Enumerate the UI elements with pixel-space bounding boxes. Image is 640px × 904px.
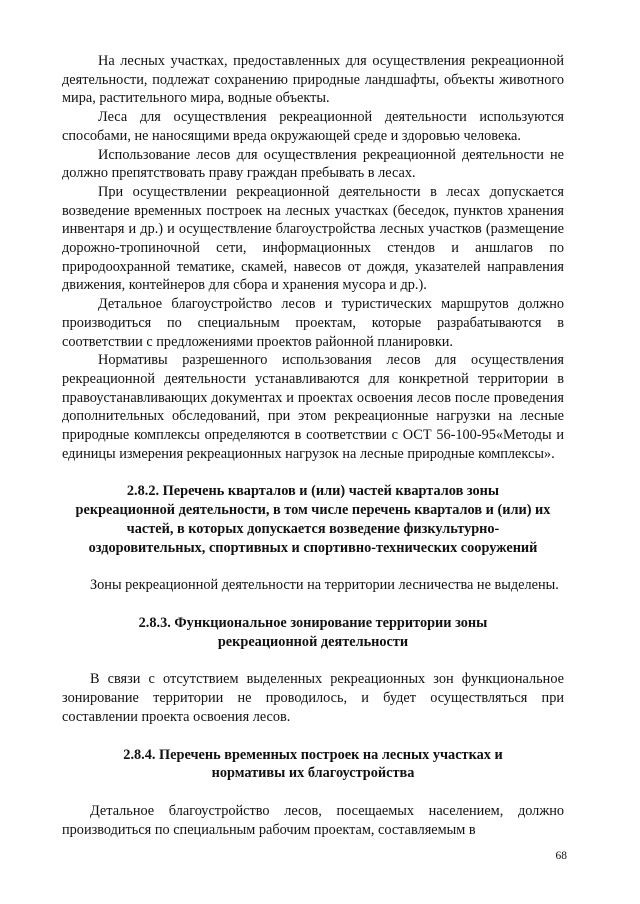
page-content: [62, 52, 564, 839]
paragraph-usage-norms: Нормативы разрешенного использования лесов для осуществления рекреационной деятельности устанавливаются для конкретной территории в правоустанавливающих документах и проектах освоения лесов после проведения дополнительных обследований, при этом рекреационные нагрузки на лесные природные комплексы определяются в соответствии с ОСТ 56-100-95«Методы и единицы измерения рекреационных нагрузок на лесные природные комплексы».: [62, 352, 564, 462]
section-2-8-4-text: Детальное благоустройство лесов, посещаемых населением, должно производиться по специальным рабочим проектам, составляемым в: [62, 802, 564, 838]
section-heading-2-8-3-line1: 2.8.3. Функциональное зонирование территории зоны: [138, 614, 488, 631]
section-heading-2-8-2-line2: рекреационной деятельности, в том числе перечень кварталов и (или) их: [75, 502, 551, 519]
section-heading-2-8-2-line1: 2.8.2. Перечень кварталов и (или) частей кварталов зоны: [126, 483, 500, 500]
paragraph-detailed-improvement: Детальное благоустройство лесов и туристических маршрутов должно производиться по специальным проектам, которые разрабатываются в соответствии с предложениями проектов районной планировки.: [62, 296, 564, 350]
section-heading-2-8-4-line1: 2.8.4. Перечень временных построек на лесных участках и: [123, 746, 503, 763]
section-heading-2-8-3-line2: рекреационной деятельности: [217, 633, 409, 650]
section-heading-2-8-4-line2: нормативы их благоустройства: [211, 765, 415, 782]
paragraph-forest-plots: На лесных участках, предоставленных для осуществления рекреационной деятельности, подлежат сохранению природные ландшафты, объекты животного мира, растительного мира, водные объекты.: [62, 53, 564, 107]
section-heading-2-8-2-line3: частей, в которых допускается возведение физкультурно-: [126, 520, 500, 537]
section-heading-2-8-2: [62, 482, 564, 557]
paragraph-temporary-buildings: При осуществлении рекреационной деятельности в лесах допускается возведение временных построек на лесных участках (беседок, пунктов хранения инвентаря и др.) и осуществление благоустройства лесных участков (размещение дорожно-тропиночной сети, информационных стендов и аншлагов по природоохранной тематике, скамей, навесов от дождя, указателей направления движения, контейнеров для сбора и хранения мусора и др.).: [62, 183, 564, 294]
paragraph-forest-use-methods: Леса для осуществления рекреационной деятельности используются способами, не наносящими вреда окружающей среде и здоровью человека.: [62, 109, 564, 144]
section-heading-2-8-3: [62, 614, 564, 651]
section-2-8-3-text: В связи с отсутствием выделенных рекреационных зон функциональное зонирование территории не проводилось, и будет осуществляться при составлении проекта освоения лесов.: [62, 671, 564, 725]
section-heading-2-8-2-line4: оздоровительных, спортивных и спортивно-технических сооружений: [88, 539, 538, 556]
paragraph-citizen-rights: Использование лесов для осуществления рекреационной деятельности не должно препятствовать праву граждан пребывать в лесах.: [62, 146, 564, 182]
section-2-8-2-text: Зоны рекреационной деятельности на территории лесничества не выделены.: [90, 577, 559, 594]
page-number: 68: [555, 850, 567, 862]
section-heading-2-8-4: [62, 746, 564, 783]
